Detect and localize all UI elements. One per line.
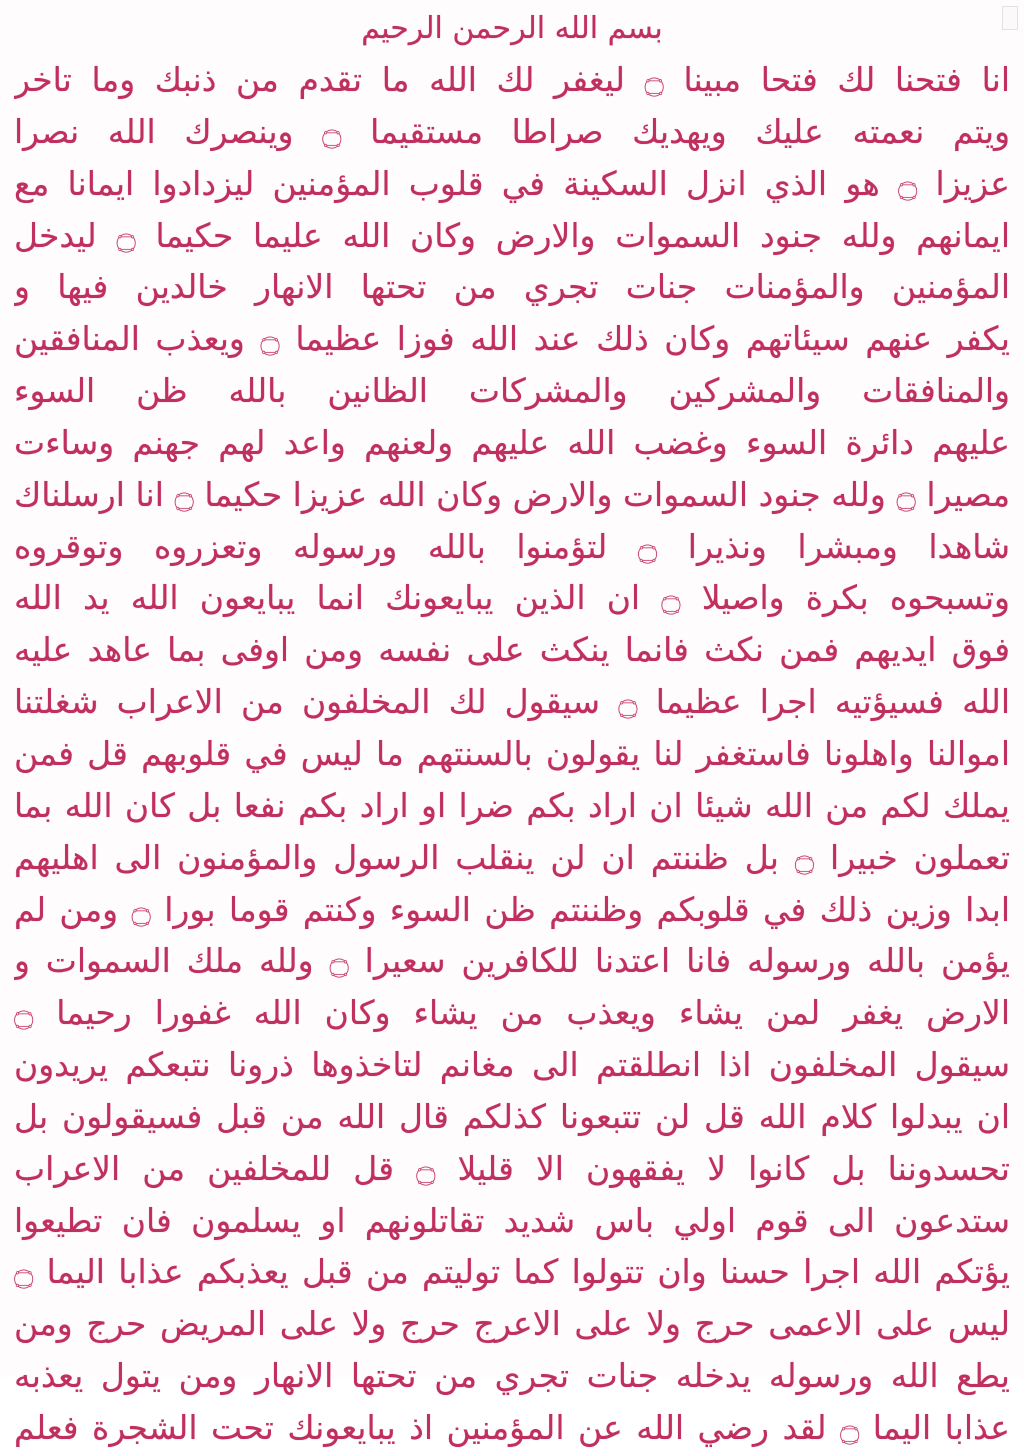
text-line: شاهدا ومبشرا ونذيرا ۝ لتؤمنوا بالله ورسوله وتعزروه وتوقروه <box>14 526 1010 566</box>
text-line: يملك لكم من الله شيئا ان اراد بكم ضرا او اراد بكم نفعا بل كان الله بما <box>14 785 1010 825</box>
text-line: عليهم دائرة السوء وغضب الله عليهم ولعنهم واعد لهم جهنم وساءت <box>14 422 1010 462</box>
text-line: ليس على الاعمى حرج ولا على الاعرج حرج ولا على المريض حرج ومن <box>14 1304 1010 1344</box>
text-line: يؤمن بالله ورسوله فانا اعتدنا للكافرين سعيرا ۝ ولله ملك السموات و <box>14 941 1010 981</box>
text-line: انا فتحنا لك فتحا مبينا ۝ ليغفر لك الله ما تقدم من ذنبك وما تاخر <box>14 60 1010 99</box>
manuscript-text <box>14 4 1010 1447</box>
text-line: الله فسيؤتيه اجرا عظيما ۝ سيقول لك المخلفون من الاعراب شغلتنا <box>14 682 1010 722</box>
text-line: فوق ايديهم فمن نكث فانما ينكث على نفسه ومن اوفى بما عاهد عليه <box>14 630 1010 670</box>
text-line: تعملون خبيرا ۝ بل ظننتم ان لن ينقلب الرسول والمؤمنون الى اهليهم <box>14 837 1010 877</box>
text-line: اموالنا واهلونا فاستغفر لنا يقولون بالسنتهم ما ليس في قلوبهم قل فمن <box>14 733 1010 773</box>
text-line: ابدا وزين ذلك في قلوبكم وظننتم ظن السوء وكنتم قوما بورا ۝ ومن لم <box>14 889 1010 929</box>
text-line: والمنافقات والمشركين والمشركات الظانين بالله ظن السوء <box>14 371 1010 411</box>
text-line: يؤتكم الله اجرا حسنا وان تتولوا كما توليتم من قبل يعذبكم عذابا اليما ۝ <box>14 1252 1010 1292</box>
text-line: مصيرا ۝ ولله جنود السموات والارض وكان الله عزيزا حكيما ۝ انا ارسلناك <box>14 474 1010 514</box>
text-line: الارض يغفر لمن يشاء ويعذب من يشاء وكان الله غفورا رحيما ۝ <box>14 993 1010 1033</box>
text-line: يكفر عنهم سيئاتهم وكان ذلك عند الله فوزا عظيما ۝ ويعذب المنافقين <box>14 319 1010 359</box>
basmala-heading: بسم الله الرحمن الرحيم <box>361 11 663 46</box>
text-line: سيقول المخلفون اذا انطلقتم الى مغانم لتاخذوها ذرونا نتبعكم يريدون <box>14 1045 1010 1085</box>
text-line: عذابا اليما ۝ لقد رضي الله عن المؤمنين اذ يبايعونك تحت الشجرة فعلم <box>14 1407 1010 1447</box>
text-line: يطع الله ورسوله يدخله جنات تجري من تحتها الانهار ومن يتول يعذبه <box>14 1356 1010 1396</box>
text-line: المؤمنين والمؤمنات جنات تجري من تحتها الانهار خالدين فيها و <box>14 267 1010 307</box>
text-line: ان يبدلوا كلام الله قل لن تتبعونا كذلكم قال الله من قبل فسيقولون بل <box>14 1096 1010 1136</box>
text-line: عزيزا ۝ هو الذي انزل السكينة في قلوب المؤمنين ليزدادوا ايمانا مع <box>14 163 1010 203</box>
text-line: ويتم نعمته عليك ويهديك صراطا مستقيما ۝ وينصرك الله نصرا <box>14 111 1010 151</box>
text-line: تحسدوننا بل كانوا لا يفقهون الا قليلا ۝ قل للمخلفين من الاعراب <box>14 1148 1010 1188</box>
text-line: ستدعون الى قوم اولي باس شديد تقاتلونهم او يسلمون فان تطيعوا <box>14 1200 1010 1240</box>
text-line: وتسبحوه بكرة واصيلا ۝ ان الذين يبايعونك انما يبايعون الله يد الله <box>14 578 1010 618</box>
text-line: ايمانهم ولله جنود السموات والارض وكان الله عليما حكيما ۝ ليدخل <box>14 215 1010 255</box>
